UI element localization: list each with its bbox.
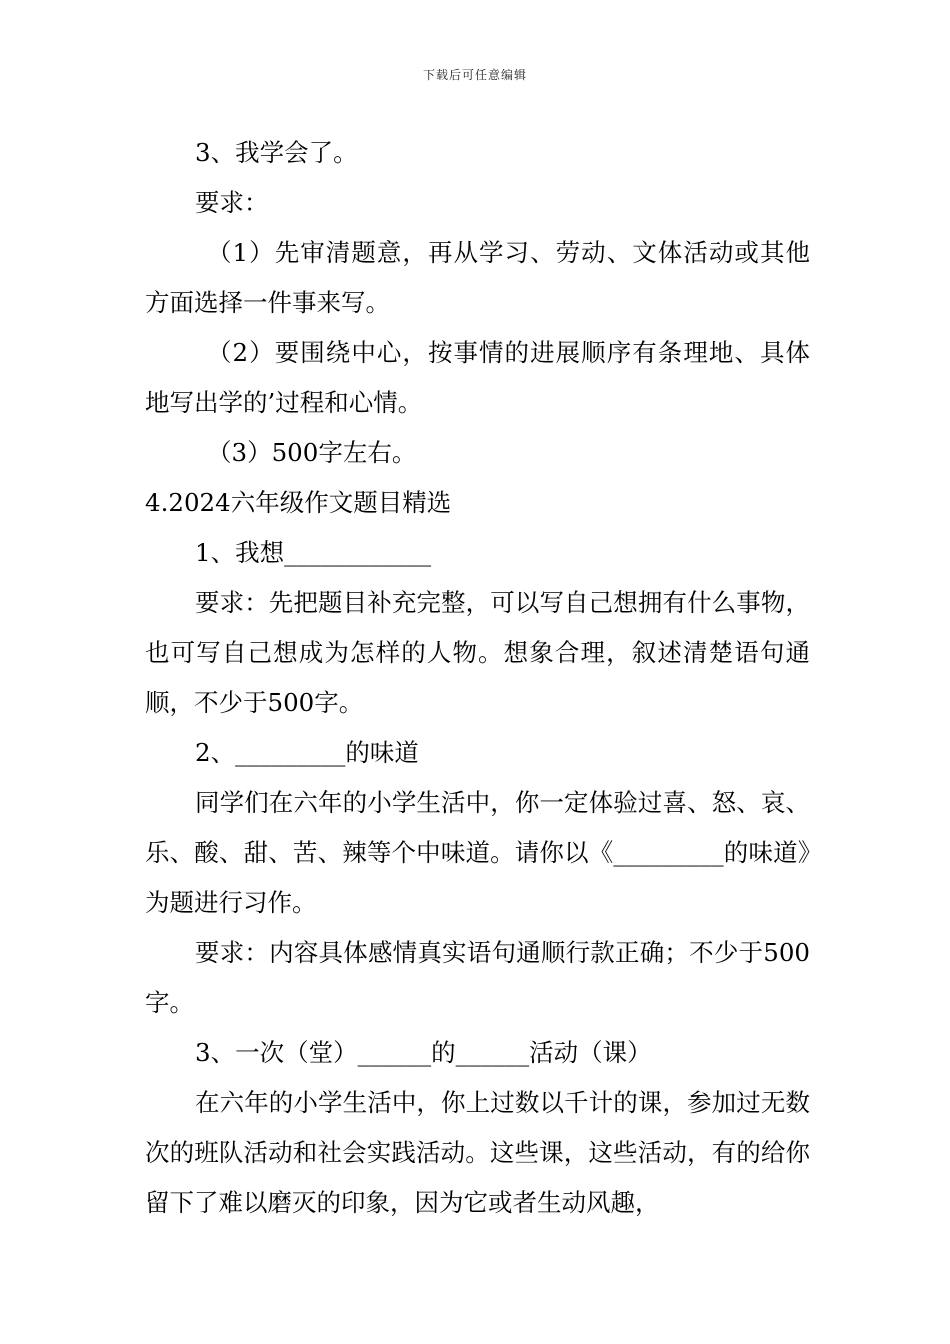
- requirements-label: 要求：: [195, 188, 269, 217]
- section-heading: 4.2024六年级作文题目精选: [145, 488, 452, 517]
- requirement-1: （1）先审清题意，再从学习、劳动、文体活动或其他方面选择一件事来写。: [145, 238, 810, 317]
- topic-3-description: 在六年的小学生活中，你上过数以千计的课，参加过无数次的班队活动和社会实践活动。这些课，这些活动，有的给你留下了难以磨灭的印象，因为它或者生动风趣，: [145, 1088, 810, 1217]
- page-header: 下载后可任意编辑: [422, 68, 527, 82]
- topic-1-title: 1、我想____________: [195, 538, 432, 567]
- topic-1-requirements: 要求：先把题目补充完整，可以写自己想拥有什么事物，也可写自己想成为怎样的人物。想象合理，叙述清楚语句通顺，不少于500字。: [145, 588, 810, 717]
- topic-2-title: 2、_________的味道: [195, 738, 419, 767]
- paragraph-item-3-title: 3、我学会了。: [195, 138, 358, 167]
- document-body: [145, 128, 810, 1228]
- topic-2-requirements: 要求：内容具体感情真实语句通顺行款正确；不少于500字。: [145, 938, 810, 1017]
- topic-2-description: 同学们在六年的小学生活中，你一定体验过喜、怒、哀、乐、酸、甜、苦、辣等个中味道。请你以《_________的味道》为题进行习作。: [145, 788, 810, 917]
- topic-3-title: 3、一次（堂）______的______活动（课）: [195, 1038, 652, 1067]
- requirement-2: （2）要围绕中心，按事情的进展顺序有条理地、具体地写出学的’过程和心情。: [145, 338, 810, 417]
- requirement-3: （3）500字左右。: [207, 438, 417, 467]
